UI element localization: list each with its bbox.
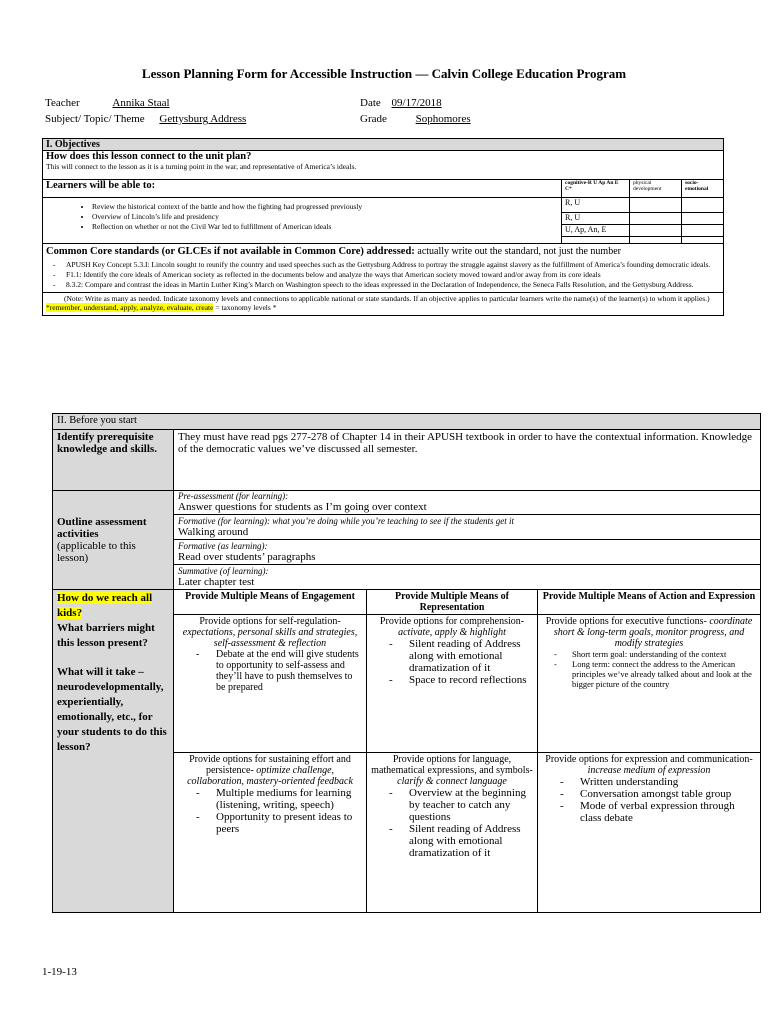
learner-objective-3: • Reflection on whether or not the Civil War led to fulfillment of American ideals <box>92 222 558 231</box>
subject-row <box>45 113 307 125</box>
pre-assessment-label: Pre-assessment (for learning): <box>178 491 289 501</box>
formative-as-text: Read over students’ paragraphs <box>178 551 316 563</box>
r1c2-italic: activate, apply & highlight <box>398 627 506 638</box>
assess-label: Outline assessment activities <box>57 516 147 540</box>
connect-question: How does this lesson connect to the unit plan? <box>46 151 252 162</box>
assess-sub: (applicable to this lesson) <box>57 540 136 564</box>
taxonomy-rest: = taxonomy levels * <box>213 303 277 312</box>
teacher-row <box>45 97 376 109</box>
teacher-value: Annika Staal <box>112 97 170 109</box>
r2c2-italic: clarify & connect language <box>397 776 507 787</box>
representation-header: Provide Multiple Means of Representation <box>367 590 538 615</box>
r1c3-item-2: - Long term: connect the address to the American principles we’ve already talked about and look at the bigger picture of the country <box>542 659 756 689</box>
action-header: Provide Multiple Means of Action and Expression <box>538 590 761 615</box>
r1c1-intro: Provide options for self-regulation- <box>199 616 341 627</box>
r2c3-item-1: - Written understanding <box>542 776 756 788</box>
date-label: Date <box>360 97 381 109</box>
r2c3-intro: Provide options for expression and communication- <box>545 754 753 765</box>
r1c2-item-2: - Space to record reflections <box>371 674 533 686</box>
date-value: 09/17/2018 <box>391 97 442 109</box>
r2c3-item-3: - Mode of verbal expression through class debate <box>542 800 756 824</box>
cc-label: Common Core standards (or GLCEs if not available in Common Core) addressed: <box>46 246 415 257</box>
r2c3-item-2: - Conversation amongst table group <box>542 788 756 800</box>
footer-date: 1-19-13 <box>42 966 77 978</box>
r2c2-intro: Provide options for language, mathematical expressions, and symbols- <box>371 754 533 776</box>
grade-value: Sophomores <box>415 113 471 125</box>
standard-3: - 8.3.2: Compare and contrast the ideas in Martin Luther King’s March on Washington speech to the ideas expressed in the Declaration of Independence, the Seneca Falls Resolution, and the Gettysburg Address. <box>46 280 720 290</box>
prereq-text: They must have read pgs 277-278 of Chapter 14 in their APUSH textbook in order to have the contextual information. Knowledge of the democratic values we’ve discussed all semester. <box>174 430 761 491</box>
grade-label: Grade <box>360 113 387 125</box>
r1c2-item-1: - Silent reading of Address along with emotional dramatization of it <box>371 638 533 674</box>
date-row <box>360 97 504 109</box>
summative-label: Summative (of learning): <box>178 566 269 576</box>
take-label: What will it take – neurodevelopmentally, experientially, emotionally, etc., for your students to do this lesson? <box>57 666 167 753</box>
barriers-label: What barriers might this lesson present? <box>57 622 155 649</box>
r2c1-item-2: - Opportunity to present ideas to peers <box>178 811 362 835</box>
objectives-heading: I. Objectives <box>43 139 724 151</box>
learner-objective-2: • Overview of Lincoln’s life and presidency <box>92 212 558 221</box>
objectives-table <box>42 138 724 316</box>
r2c2-item-1: - Overview at the beginning by teacher to catch any questions <box>371 787 533 823</box>
formative-for-label: Formative (for learning): what you’re doing while you’re teaching to see if the students get it <box>178 516 515 526</box>
learners-label: Learners will be able to: <box>43 180 562 198</box>
col-cognitive: cognitive-R U Ap An E C* <box>562 180 630 198</box>
reach-label: How do we reach all kids? <box>57 592 153 619</box>
engagement-header: Provide Multiple Means of Engagement <box>174 590 367 615</box>
r1c3-intro: Provide options for executive functions- <box>545 616 707 627</box>
form-title: Lesson Planning Form for Accessible Instruction — Calvin College Education Program <box>141 66 627 81</box>
r1c1-item-1: - Debate at the end will give students to opportunity to self-assess and they’ll have to push themselves to be prepared <box>178 649 362 693</box>
formative-for-text: Walking around <box>178 526 249 538</box>
cog-level-3: U, Ap, An, E <box>562 225 630 237</box>
r2c3-italic: increase medium of expression <box>587 765 711 776</box>
grade-row <box>360 113 536 125</box>
col-physical: physical development <box>630 180 682 198</box>
r2c2-item-2: - Silent reading of Address along with emotional dramatization of it <box>371 823 533 859</box>
r2c1-italic: optimize challenge, collaboration, mastery-oriented feedback <box>187 765 353 787</box>
pre-assessment-text: Answer questions for students as I’m going over context <box>178 501 427 513</box>
before-heading: II. Before you start <box>53 414 761 430</box>
r1c3-item-1: - Short term goal: understanding of the context <box>542 649 756 659</box>
col-socio: socio-emotional <box>682 180 724 198</box>
r1c1-italic: expectations, personal skills and strategies, self-assessment & reflection <box>182 627 358 649</box>
r1c2-intro: Provide options for comprehension- <box>379 616 525 627</box>
standard-1: - APUSH Key Concept 5.3.I: Lincoln sought to reunify the country and used speeches such as the Gettysburg Address to portray the struggle against slavery as the fulfillment of America’s founding democratic ideals. <box>46 260 720 270</box>
subject-value: Gettysburg Address <box>159 113 247 125</box>
cog-level-1: R, U <box>562 198 630 213</box>
r2c1-item-1: - Multiple mediums for learning (listening, writing, speech) <box>178 787 362 811</box>
r2c1-intro: Provide options for sustaining effort and persistence- <box>189 754 351 776</box>
summative-text: Later chapter test <box>178 576 255 588</box>
objectives-note: (Note: Write as many as needed. Indicate taxonomy levels and connections to applicable national or state standards. If an objective applies to particular learners write the name(s) of the learner(s) to whom it applies.) <box>64 294 710 303</box>
prereq-label: Identify prerequisite knowledge and skills. <box>53 430 174 491</box>
cc-note: actually write out the standard, not just the number <box>417 246 621 257</box>
taxonomy-highlight: *remember, understand, apply, analyze, evaluate, create <box>46 303 214 312</box>
cog-level-2: R, U <box>562 213 630 225</box>
connect-answer: This will connect to the lesson as it is a turning point in the war, and representative of America’s ideals. <box>46 162 357 171</box>
r1c3-italic: coordinate short & long-term goals, monitor progress, and modify strategies <box>553 616 753 649</box>
standard-2: - F1.1: Identify the core ideals of American society as reflected in the documents below and analyze the ways that American society moved toward and/or away from its core ideals <box>46 270 720 280</box>
teacher-label: Teacher <box>45 97 80 109</box>
before-table <box>52 413 761 913</box>
learner-objective-1: • Review the historical context of the battle and how the fighting had progressed previously <box>92 202 558 211</box>
subject-label: Subject/ Topic/ Theme <box>45 113 145 125</box>
formative-as-label: Formative (as learning): <box>178 541 268 551</box>
